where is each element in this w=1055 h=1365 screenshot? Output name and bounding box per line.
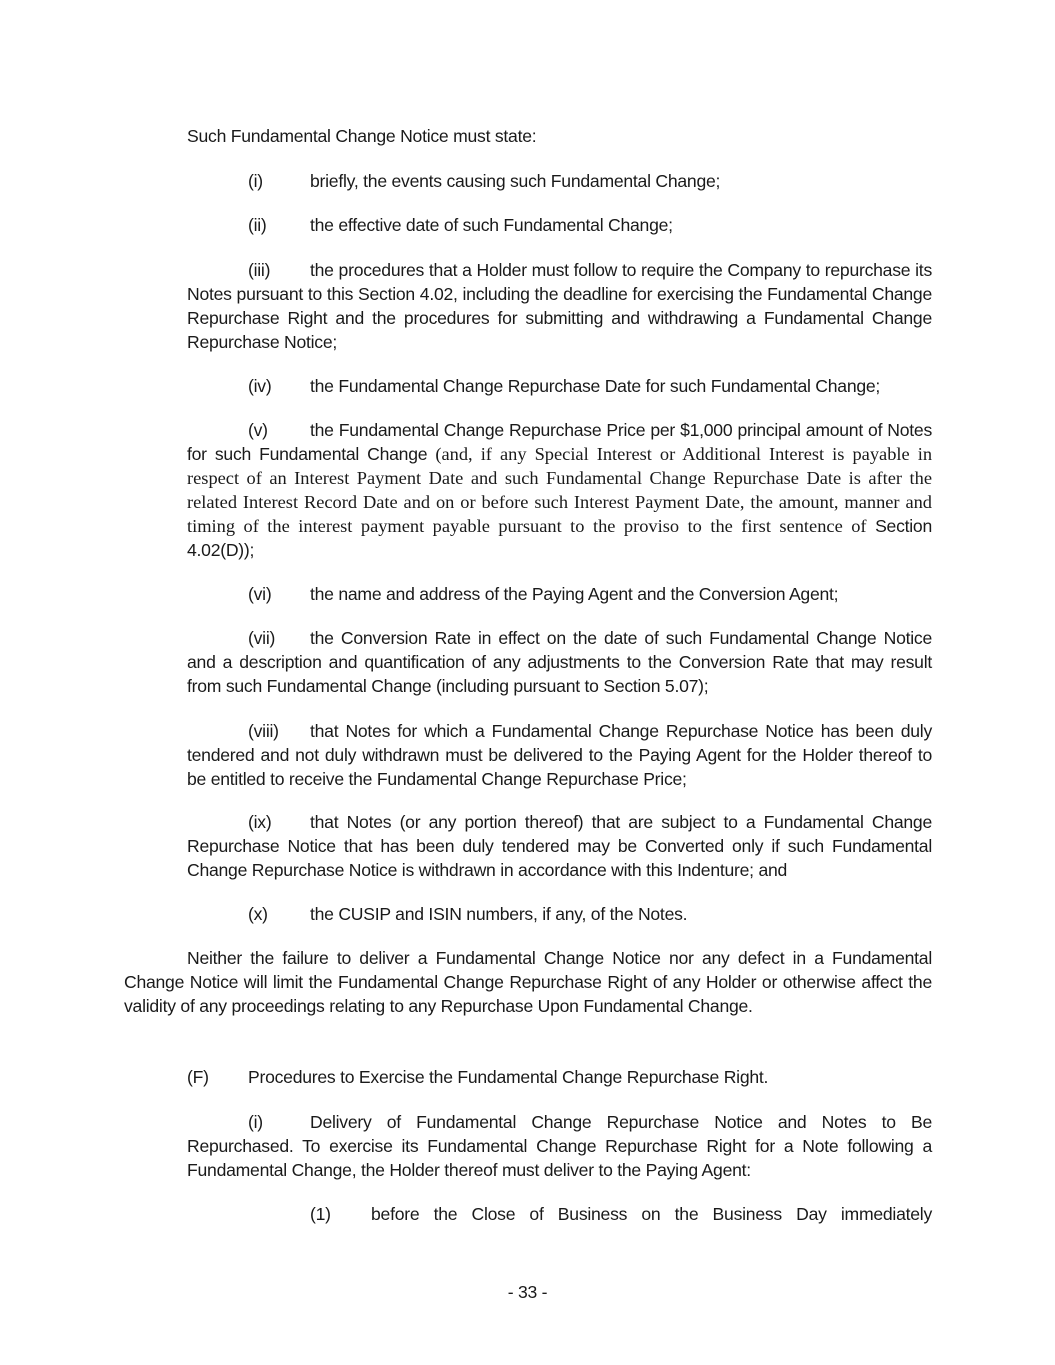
section-f-subitem-1: (1) before the Close of Business on the Business Day immediately bbox=[310, 1204, 932, 1224]
list-item-iv: (iv) the Fundamental Change Repurchase Date for such Fundamental Change; bbox=[248, 376, 881, 396]
list-item-iii: (iii) the procedures that a Holder must follow to require the Company to repurchase its Notes pursuant to this Section 4.02, including the deadline for exercising the Fundamental Change Repurchase Right and the procedures for submitting and withdrawing a Fundamental Change Repurchase Notice; bbox=[187, 260, 932, 352]
list-item-viii: (viii) that Notes for which a Fundamental Change Repurchase Notice has been duly tendered and not duly withdrawn must be delivered to the Paying Agent for the Holder thereof to be entitled to receive the Fundamental Change Repurchase Price; bbox=[187, 721, 932, 789]
list-item-ix: (ix) that Notes (or any portion thereof) that are subject to a Fundamental Change Repurchase Notice that has been duly tendered may be Converted only if such Fundamental Change Repurchase Notice is withdrawn in accordance with this Indenture; and bbox=[187, 812, 932, 880]
list-item-vii: (vii) the Conversion Rate in effect on the date of such Fundamental Change Notice and a description and quantification of any adjustments to the Conversion Rate that may result from such Fundamental Change (including pursuant to Section 5.07); bbox=[187, 628, 932, 696]
section-f-heading: (F) Procedures to Exercise the Fundamental Change Repurchase Right. bbox=[187, 1067, 769, 1087]
list-item-v: (v) the Fundamental Change Repurchase Price per $1,000 principal amount of Notes for such Fundamental Change (and, if any Special Interest or Additional Interest is payable in respect of an Interest Payment Date and such Fundamental Change Repurchase Date is after the related Interest Record Date and on or before such Interest Payment Date, the amount, manner and timing of the interest payment payable pursuant to the proviso to the first sentence of Section 4.02(D)); bbox=[187, 420, 933, 560]
section-f-item-i: (i) Delivery of Fundamental Change Repurchase Notice and Notes to Be Repurchased. To exercise its Fundamental Change Repurchase Right for a Note following a Fundamental Change, the Holder thereof must deliver to the Paying Agent: bbox=[187, 1112, 932, 1180]
list-item-vi: (vi) the name and address of the Paying Agent and the Conversion Agent; bbox=[248, 584, 839, 604]
neither-paragraph: Neither the failure to deliver a Fundamental Change Notice nor any defect in a Fundamental Change Notice will limit the Fundamental Change Repurchase Right of any Holder or otherwise affect the validity of any proceedings relating to any Repurchase Upon Fundamental Change. bbox=[124, 948, 932, 1016]
list-item-ii: (ii) the effective date of such Fundamental Change; bbox=[248, 215, 673, 235]
list-item-x: (x) the CUSIP and ISIN numbers, if any, of the Notes. bbox=[248, 904, 688, 924]
page-number: - 33 - bbox=[507, 1282, 548, 1302]
list-item-i: (i) briefly, the events causing such Fundamental Change; bbox=[248, 171, 721, 191]
intro-paragraph: Such Fundamental Change Notice must state: bbox=[187, 126, 537, 146]
